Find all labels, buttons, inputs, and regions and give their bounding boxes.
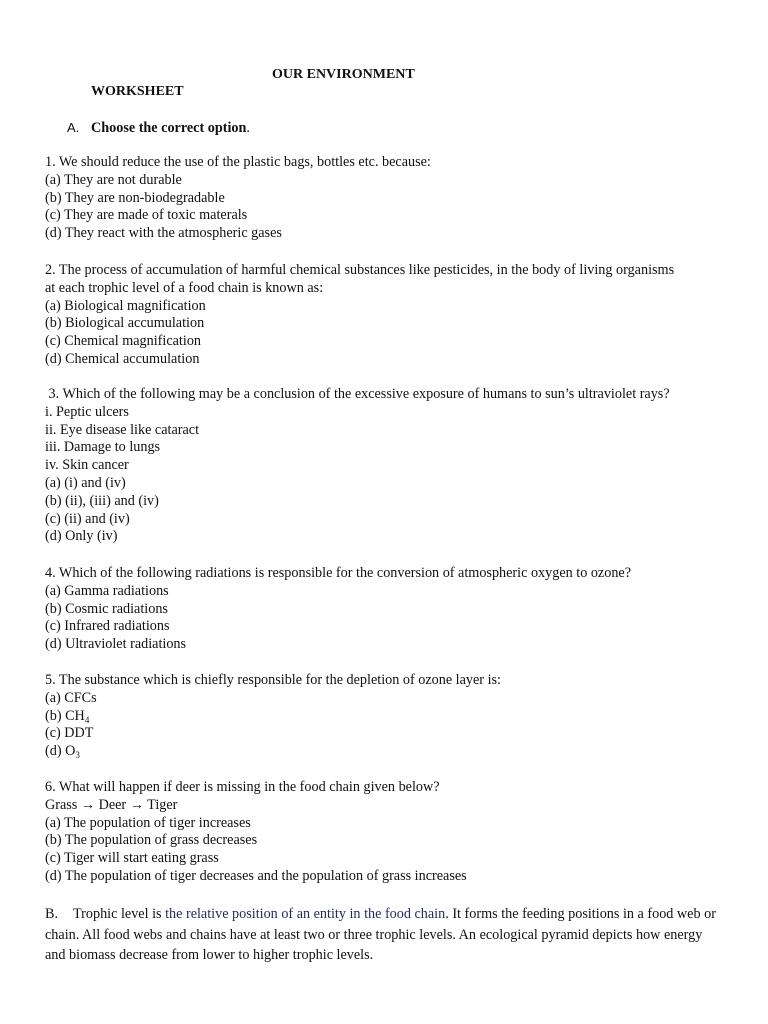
- q3-option-c: (c) (ii) and (iv): [45, 510, 130, 527]
- q3-item-i: i. Peptic ulcers: [45, 403, 129, 420]
- section-b-text-2: . It forms the feeding positions in a food web or chain. All food webs and chains have at least two or three trophic levels. An ecological pyramid depicts how energy and biomass decrease from lower to higher trophic levels.: [45, 906, 716, 963]
- question-5: [45, 672, 501, 761]
- question-1: [45, 154, 431, 243]
- q1-option-a: (a) They are not durable: [45, 171, 182, 188]
- section-a-letter: A.: [67, 120, 80, 135]
- q2-option-b: (b) Biological accumulation: [45, 315, 205, 332]
- section-b-highlight: the relative position of an entity in the food chain: [165, 906, 446, 922]
- q1-option-d: (d) They react with the atmospheric gases: [45, 225, 282, 242]
- q1-option-b: (b) They are non-biodegradable: [45, 189, 225, 206]
- section-b-label: B.: [45, 906, 59, 922]
- page-title: OUR ENVIRONMENT: [272, 67, 415, 82]
- q6-option-d: (d) The population of tiger decreases and the population of grass increases: [45, 867, 467, 884]
- question-4-stem: 4. Which of the following radiations is responsible for the conversion of atmospheric oxygen to ozone?: [45, 565, 632, 581]
- section-a-period: .: [246, 120, 250, 136]
- q5-option-a: (a) CFCs: [45, 689, 97, 706]
- q3-item-iii: iii. Damage to lungs: [45, 439, 161, 456]
- q3-option-a: (a) (i) and (iv): [45, 474, 126, 491]
- food-chain: Grass → Deer → Tiger: [45, 796, 178, 813]
- q4-option-b: (b) Cosmic radiations: [45, 600, 168, 617]
- q6-option-c: (c) Tiger will start eating grass: [45, 850, 219, 867]
- question-2-stem-line2: at each trophic level of a food chain is known as:: [45, 279, 324, 296]
- q2-option-d: (d) Chemical accumulation: [45, 350, 200, 367]
- q3-option-d: (d) Only (iv): [45, 528, 118, 545]
- question-6: [45, 779, 467, 886]
- question-2: [45, 262, 674, 369]
- q2-option-a: (a) Biological magnification: [45, 297, 206, 314]
- section-a-heading: [67, 119, 250, 138]
- question-1-stem: 1. We should reduce the use of the plastic bags, bottles etc. because:: [45, 154, 431, 170]
- q5-option-d-subscript: 3: [75, 750, 80, 761]
- q3-item-ii: ii. Eye disease like cataract: [45, 421, 200, 438]
- section-a-text: Choose the correct option: [91, 120, 247, 136]
- question-6-stem: 6. What will happen if deer is missing in the food chain given below?: [45, 779, 440, 795]
- q5-option-c: (c) DDT: [45, 725, 94, 742]
- q4-option-c: (c) Infrared radiations: [45, 618, 170, 635]
- worksheet-heading: WORKSHEET: [91, 84, 184, 99]
- q5-option-d: [45, 743, 501, 761]
- q4-option-a: (a) Gamma radiations: [45, 582, 169, 599]
- q5-option-d-text: (d) O: [45, 743, 76, 760]
- question-2-stem-line1: 2. The process of accumulation of harmful chemical substances like pesticides, in the body of living organisms: [45, 262, 675, 278]
- question-5-stem: 5. The substance which is chiefly responsible for the depletion of ozone layer is:: [45, 672, 501, 688]
- q5-option-b-text: (b) CH: [45, 707, 85, 724]
- question-3-stem: 3. Which of the following may be a conclusion of the excessive exposure of humans to sun’s ultraviolet rays?: [45, 386, 670, 402]
- q3-item-iv: iv. Skin cancer: [45, 457, 129, 474]
- section-b-paragraph: [45, 904, 725, 966]
- q4-option-d: (d) Ultraviolet radiations: [45, 636, 187, 653]
- q5-option-b: [45, 708, 501, 726]
- question-3: [45, 386, 670, 546]
- q6-option-a: (a) The population of tiger increases: [45, 814, 251, 831]
- q3-option-b: (b) (ii), (iii) and (iv): [45, 492, 159, 509]
- question-4: [45, 565, 631, 654]
- q5-option-b-subscript: 4: [84, 714, 90, 725]
- q2-option-c: (c) Chemical magnification: [45, 333, 202, 350]
- q6-option-b: (b) The population of grass decreases: [45, 832, 258, 849]
- q1-option-c: (c) They are made of toxic materals: [45, 207, 248, 224]
- section-b-text-1: Trophic level is: [73, 906, 166, 922]
